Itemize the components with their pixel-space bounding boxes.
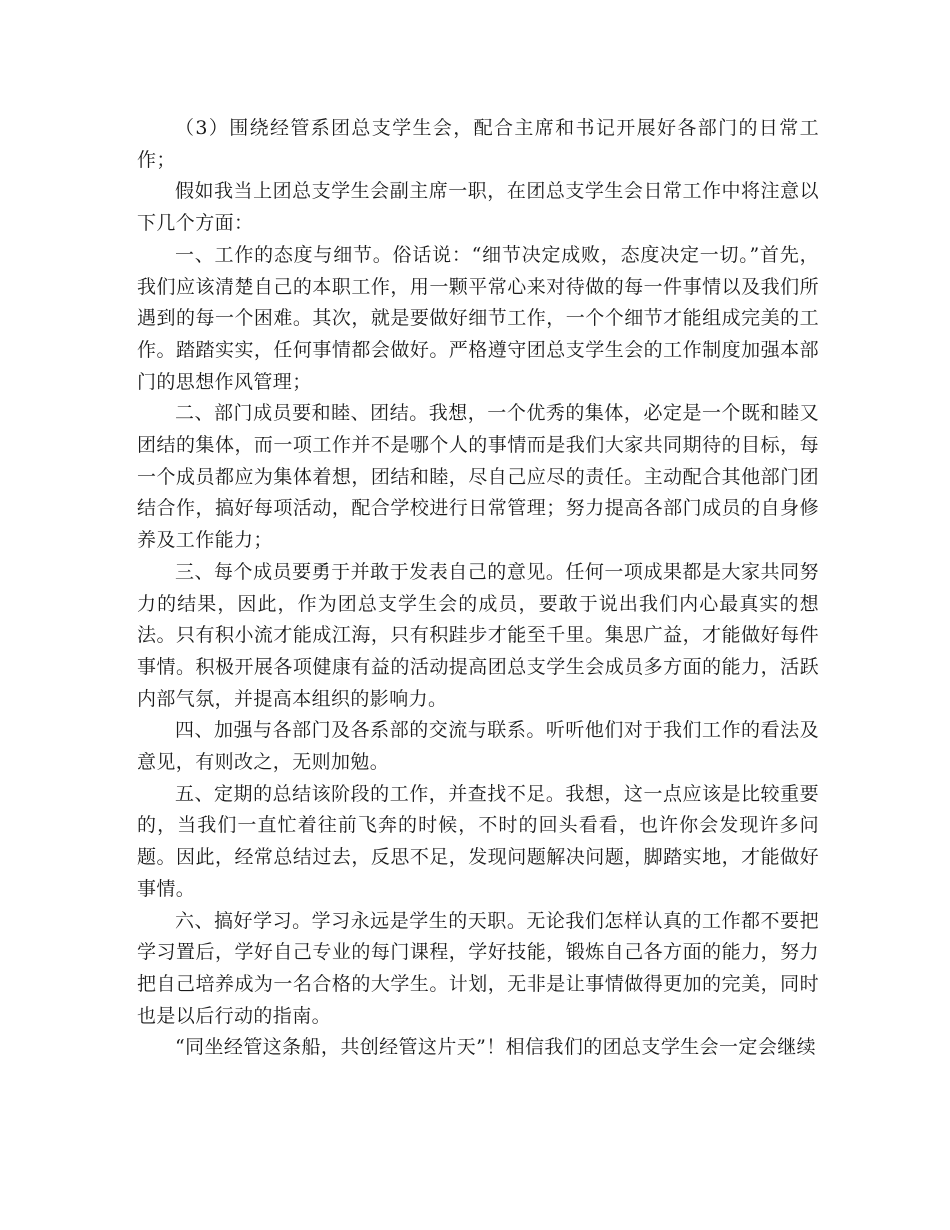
paragraph-point-4-communication: 四、加强与各部门及各系部的交流与联系。听听他们对于我们工作的看法及意见，有则改之，无则加勉。: [137, 719, 819, 774]
paragraph-point-6-study: 六、搞好学习。学习永远是学生的天职。无论我们怎样认真的工作都不要把学习置后，学好自己专业的每门课程，学好技能，锻炼自己各方面的能力，努力把自己培养成为一名合格的大学生。计划，无非是让事情做得更加的完美，同时也是以后行动的指南。: [137, 909, 819, 1027]
document-page: [137, 113, 819, 1064]
paragraph-point-3-opinions: 三、每个成员要勇于并敢于发表自己的意见。任何一项成果都是大家共同努力的结果，因此，作为团总支学生会的成员，要敢于说出我们内心最真实的想法。只有积小流才能成江海，只有积跬步才能至千里。集思广益，才能做好每件事情。积极开展各项健康有益的活动提高团总支学生会成员多方面的能力，活跃内部气氛，并提高本组织的影响力。: [137, 560, 819, 710]
paragraph-point-1-attitude: 一、工作的态度与细节。俗话说：“细节决定成败，态度决定一切。”首先，我们应该清楚自己的本职工作，用一颗平常心来对待做的每一件事情以及我们所遇到的每一个困难。其次，就是要做好细节工作，一个个细节才能组成完美的工作。踏踏实实，任何事情都会做好。严格遵守团总支学生会的工作制度加强本部门的思想作风管理；: [137, 243, 819, 393]
paragraph-point-5-summary: 五、定期的总结该阶段的工作，并查找不足。我想，这一点应该是比较重要的，当我们一直忙着往前飞奔的时候，不时的回头看看，也许你会发现许多问题。因此，经常总结过去，反思不足，发现问题解决问题，脚踏实地，才能做好事情。: [137, 782, 819, 900]
paragraph-closing-slogan: “同坐经管这条船，共创经管这片天”！相信我们的团总支学生会一定会继续: [175, 1036, 817, 1059]
paragraph-item-3-circle-work: （3）围绕经管系团总支学生会，配合主席和书记开展好各部门的日常工作；: [137, 117, 819, 171]
paragraph-point-2-unity: 二、部门成员要和睦、团结。我想，一个优秀的集体，必定是一个既和睦又团结的集体，而一项工作并不是哪个人的事情而是我们大家共同期待的目标，每一个成员都应为集体着想，团结和睦，尽自己应尽的责任。主动配合其他部门团结合作，搞好每项活动，配合学校进行日常管理；努力提高各部门成员的自身修养及工作能力；: [137, 402, 819, 552]
paragraph-intro-vice-chair: 假如我当上团总支学生会副主席一职，在团总支学生会日常工作中将注意以下几个方面：: [137, 180, 819, 235]
